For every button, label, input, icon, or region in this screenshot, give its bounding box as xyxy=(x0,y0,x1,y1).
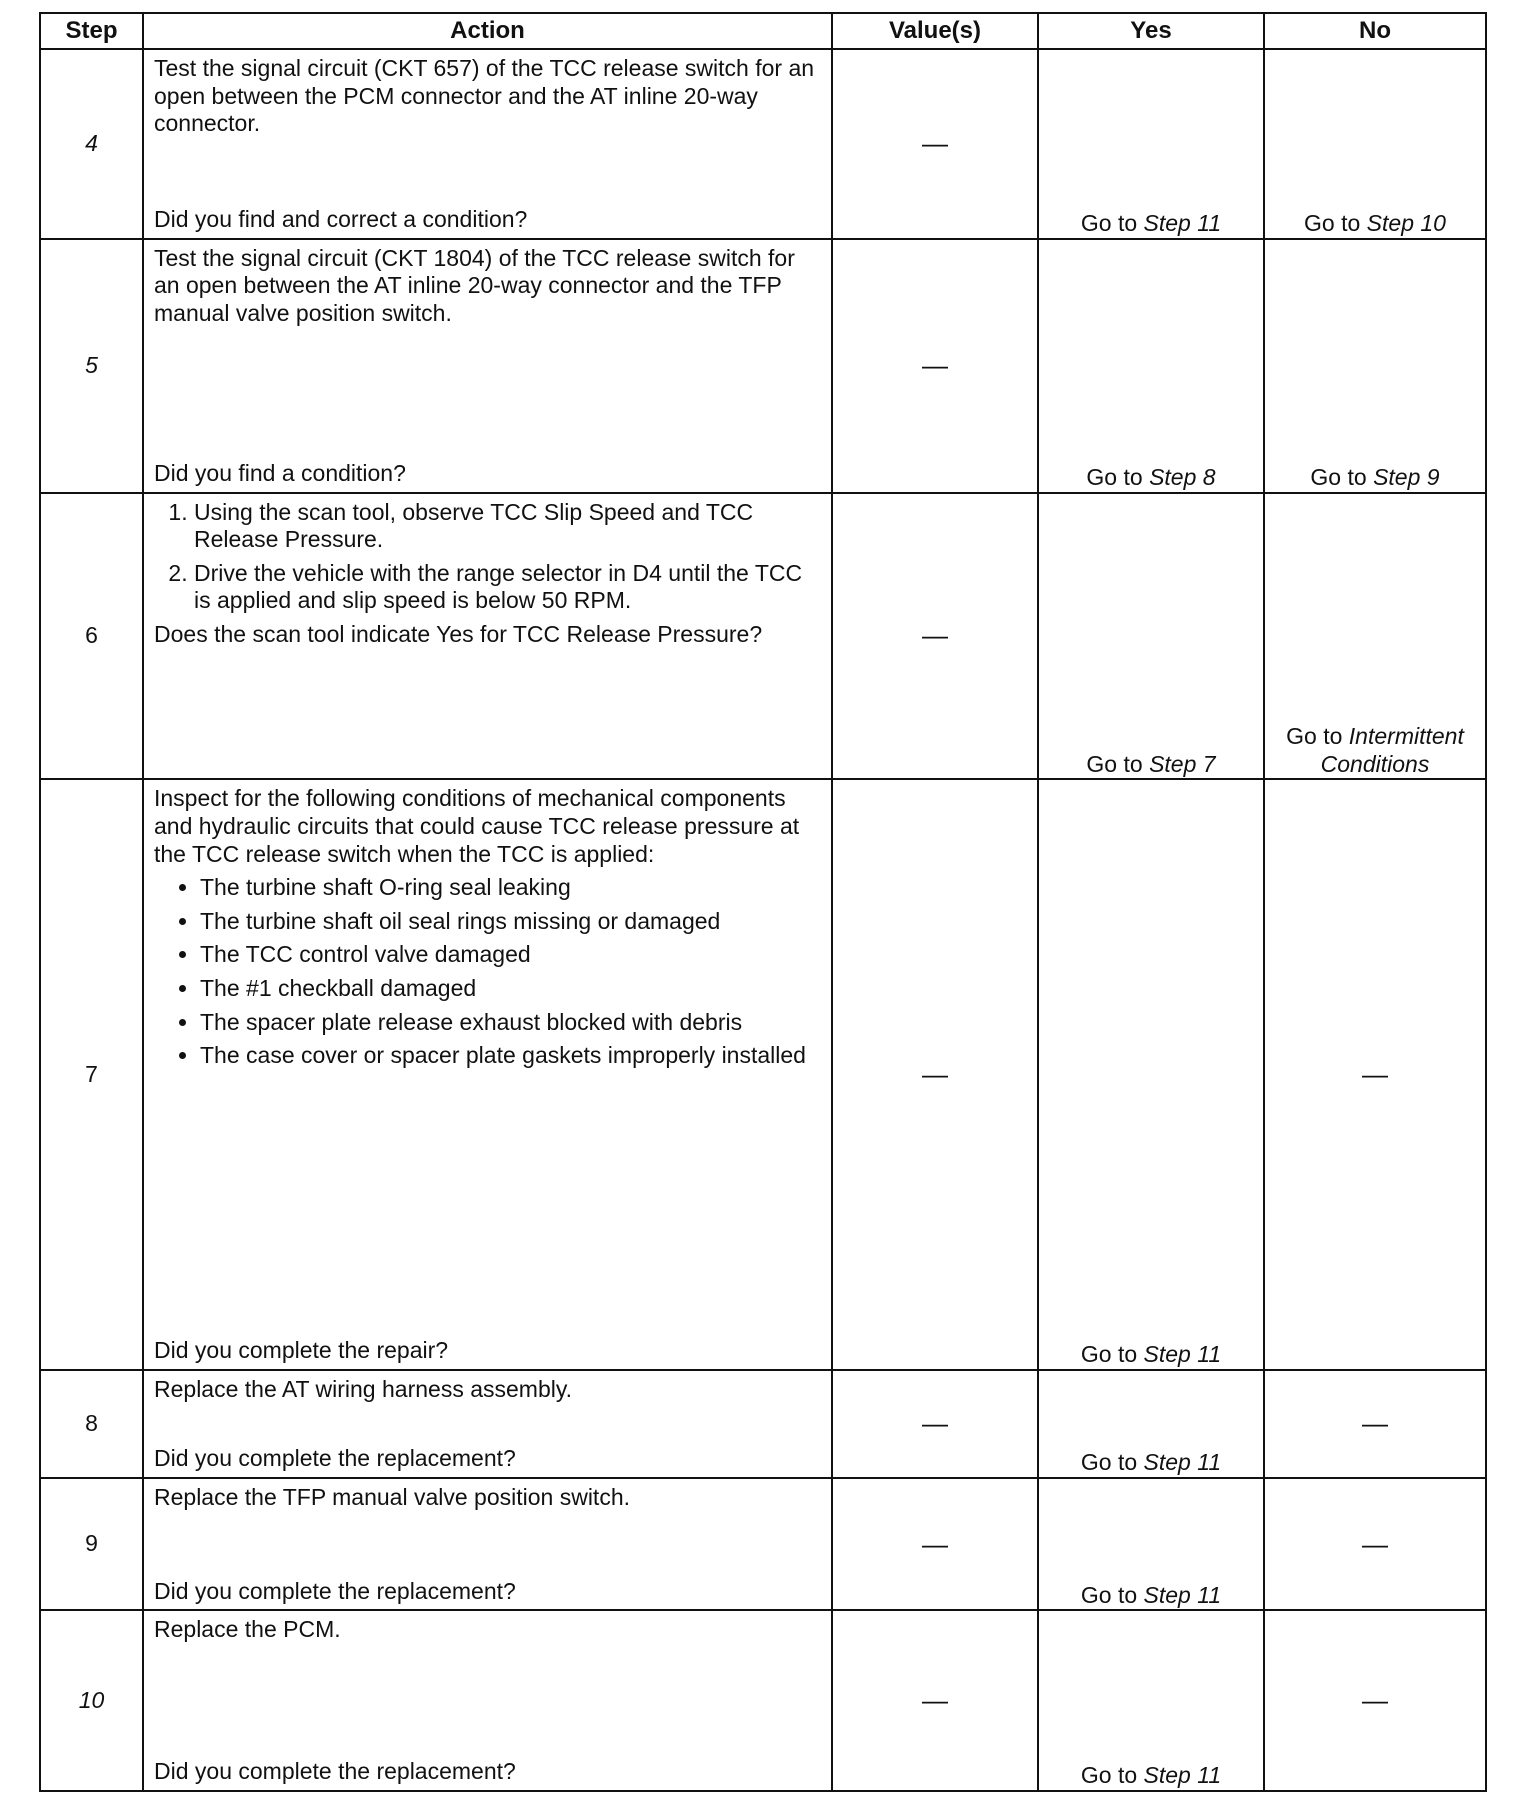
yes-goto: Go to Step 11 xyxy=(1080,210,1222,237)
table-row xyxy=(40,493,1486,780)
value-cell: — xyxy=(832,49,1038,239)
action-cell xyxy=(143,1370,832,1478)
action-cell xyxy=(143,1610,832,1791)
no-goto: Go to Step 10 xyxy=(1304,210,1446,237)
action-text: Replace the PCM. xyxy=(154,1616,341,1643)
list-item: • The spacer plate release exhaust blocked with debris xyxy=(200,1009,821,1037)
step-number: 4 xyxy=(40,49,143,239)
value-cell: — xyxy=(832,1478,1038,1610)
header-values: Value(s) xyxy=(832,13,1038,49)
action-question: Did you complete the replacement? xyxy=(154,1758,516,1785)
value-cell: — xyxy=(832,1370,1038,1478)
no-cell: — xyxy=(1264,1478,1486,1610)
action-cell xyxy=(143,49,832,239)
step-number: 10 xyxy=(40,1610,143,1791)
value-cell: — xyxy=(832,239,1038,493)
header-row xyxy=(40,13,1486,49)
yes-goto: Go to Step 11 xyxy=(1080,1581,1222,1608)
list-item: 2. Drive the vehicle with the range selector in D4 until the TCC is applied and slip speed is below 50 RPM. xyxy=(194,560,821,615)
yes-cell xyxy=(1038,49,1264,239)
header-no: No xyxy=(1264,13,1486,49)
action-question: Did you complete the repair? xyxy=(154,1336,449,1363)
action-question: Did you complete the replacement? xyxy=(154,1577,516,1604)
action-text: Inspect for the following conditions of mechanical components and hydraulic circuits that could cause TCC release pressure at the TCC release switch when the TCC is applied: xyxy=(154,785,800,867)
yes-goto: Go to Step 11 xyxy=(1080,1340,1222,1367)
action-question: Did you find and correct a condition? xyxy=(154,206,528,233)
list-item: • The TCC control valve damaged xyxy=(200,941,821,969)
step-number: 5 xyxy=(40,239,143,493)
yes-cell xyxy=(1038,779,1264,1369)
action-question: Does the scan tool indicate Yes for TCC Release Pressure? xyxy=(154,620,763,647)
list-item: • The case cover or spacer plate gaskets improperly installed xyxy=(200,1042,821,1070)
no-cell: — xyxy=(1264,1610,1486,1791)
yes-cell xyxy=(1038,493,1264,780)
action-text: Test the signal circuit (CKT 657) of the TCC release switch for an open between the PCM connector and the AT inline 20-way connector. xyxy=(154,55,815,137)
substep-list xyxy=(154,499,821,621)
yes-goto: Go to Step 11 xyxy=(1080,1762,1222,1789)
table-row xyxy=(40,779,1486,1369)
step-number: 6 xyxy=(40,493,143,780)
list-item: 1. Using the scan tool, observe TCC Slip Speed and TCC Release Pressure. xyxy=(194,499,821,554)
yes-cell xyxy=(1038,1610,1264,1791)
action-cell xyxy=(143,1478,832,1610)
action-question: Did you complete the replacement? xyxy=(154,1445,516,1472)
action-cell xyxy=(143,779,832,1369)
no-cell: — xyxy=(1264,779,1486,1369)
table-row xyxy=(40,1610,1486,1791)
no-goto: Go to Step 9 xyxy=(1310,463,1440,490)
list-item: • The turbine shaft O-ring seal leaking xyxy=(200,874,821,902)
list-item: • The turbine shaft oil seal rings missing or damaged xyxy=(200,908,821,936)
step-number: 9 xyxy=(40,1478,143,1610)
action-cell xyxy=(143,239,832,493)
header-step: Step xyxy=(40,13,143,49)
header-action: Action xyxy=(143,13,832,49)
table-row xyxy=(40,49,1486,239)
yes-goto: Go to Step 8 xyxy=(1086,463,1216,490)
no-cell: — xyxy=(1264,1370,1486,1478)
condition-list xyxy=(154,874,821,1070)
action-question: Did you find a condition? xyxy=(154,459,406,486)
diagnostic-table xyxy=(39,12,1487,1792)
step-number: 8 xyxy=(40,1370,143,1478)
yes-goto: Go to Step 7 xyxy=(1086,750,1216,777)
table-row xyxy=(40,239,1486,493)
action-text: Replace the TFP manual valve position switch. xyxy=(154,1483,631,1510)
action-cell xyxy=(143,493,832,780)
list-item: • The #1 checkball damaged xyxy=(200,975,821,1003)
value-cell: — xyxy=(832,1610,1038,1791)
table-row xyxy=(40,1370,1486,1478)
table-row xyxy=(40,1478,1486,1610)
yes-cell xyxy=(1038,239,1264,493)
no-goto: Go to Intermittent Conditions xyxy=(1286,723,1464,777)
action-text: Replace the AT wiring harness assembly. xyxy=(154,1375,573,1402)
yes-goto: Go to Step 11 xyxy=(1080,1449,1222,1476)
yes-cell xyxy=(1038,1370,1264,1478)
step-number: 7 xyxy=(40,779,143,1369)
no-cell xyxy=(1264,49,1486,239)
header-yes: Yes xyxy=(1038,13,1264,49)
yes-cell xyxy=(1038,1478,1264,1610)
value-cell: — xyxy=(832,493,1038,780)
action-text: Test the signal circuit (CKT 1804) of the TCC release switch for an open between the AT inline 20-way connector and the TFP manual valve position switch. xyxy=(154,244,795,326)
value-cell: — xyxy=(832,779,1038,1369)
no-cell xyxy=(1264,239,1486,493)
no-cell xyxy=(1264,493,1486,780)
